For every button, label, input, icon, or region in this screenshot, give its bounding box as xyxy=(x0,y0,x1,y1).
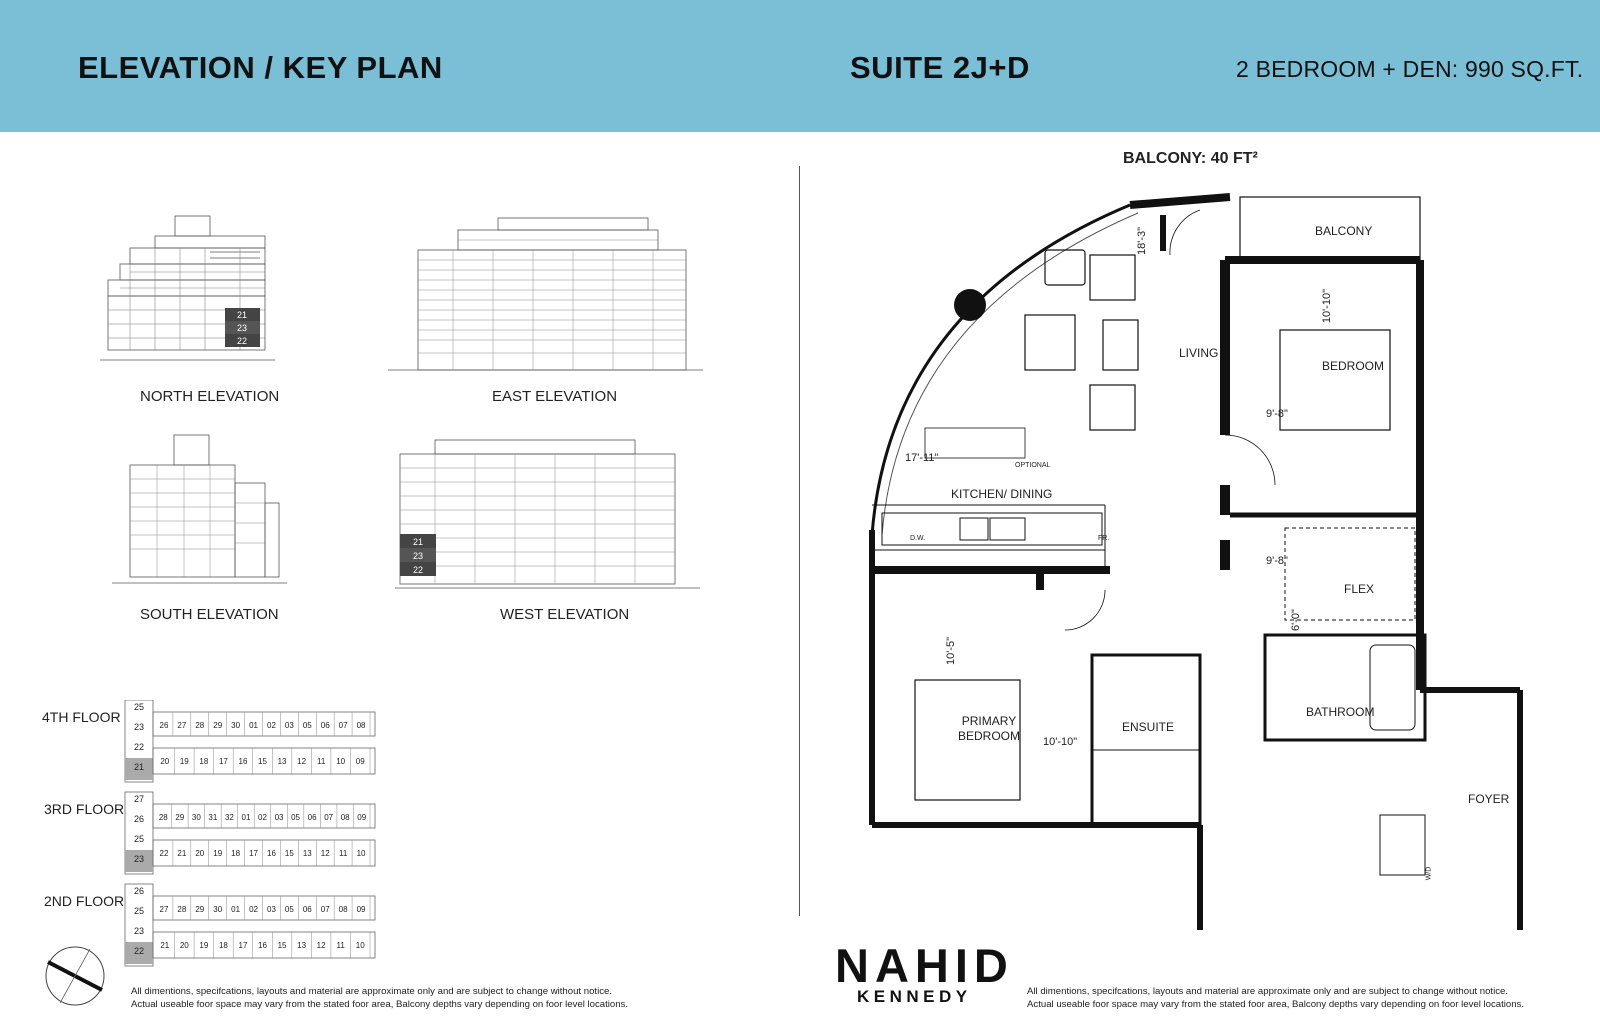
appliance-fridge: FR. xyxy=(1098,535,1110,542)
dim-primary-h: 10'-5" xyxy=(945,636,958,666)
key-plan-unit-label: 21 xyxy=(160,941,170,950)
compass-icon xyxy=(44,945,106,1007)
north-tag-21: 21 xyxy=(236,310,248,320)
key-plan-unit-label: 22 xyxy=(159,849,169,858)
key-plan-unit-label: 17 xyxy=(249,849,258,858)
floor-label-2nd: 2ND FLOOR xyxy=(44,893,125,909)
key-plan-floor-2 xyxy=(125,884,375,966)
room-kitchen-dining-label: KITCHEN/ DINING xyxy=(951,487,1053,501)
north-elevation-drawing xyxy=(100,210,275,370)
key-plan-unit-label: 27 xyxy=(133,794,145,804)
room-primary-bedroom-label xyxy=(958,714,1020,744)
dim-bedroom-h: 10'-10" xyxy=(1321,288,1334,324)
key-plan-unit-label: 08 xyxy=(338,905,348,914)
key-plan-unit-label: 30 xyxy=(231,721,241,730)
key-plan-unit-label: 06 xyxy=(302,905,312,914)
key-plan-unit-label: 20 xyxy=(179,941,189,950)
key-plan-unit-label: 01 xyxy=(249,721,258,730)
key-plan-unit-label: 06 xyxy=(320,721,330,730)
key-plan-unit-label: 30 xyxy=(213,905,223,914)
key-plan-unit-label: 01 xyxy=(241,813,251,822)
dim-living: 18'-3" xyxy=(1136,226,1149,256)
key-plan-unit-label: 28 xyxy=(158,813,168,822)
key-plan-unit-label: 29 xyxy=(175,813,185,822)
key-plan-unit-label: 27 xyxy=(159,905,169,914)
key-plan-unit-label: 20 xyxy=(160,757,170,766)
key-plan-unit-label: 07 xyxy=(324,813,334,822)
key-plan-unit-label: 23 xyxy=(133,854,145,864)
room-bathroom-label: BATHROOM xyxy=(1306,705,1375,719)
key-plan-unit-label: 23 xyxy=(133,722,145,732)
key-plan-unit-label: 25 xyxy=(133,702,145,712)
key-plan-unit-label: 06 xyxy=(307,813,317,822)
key-plan-unit-label: 15 xyxy=(258,757,267,766)
key-plan-unit-label: 20 xyxy=(195,849,205,858)
dim-primary-w: 10'-10" xyxy=(1043,736,1078,748)
key-plan-unit-label: 19 xyxy=(179,757,189,766)
south-elevation-drawing xyxy=(112,433,287,591)
key-plan-unit-label: 15 xyxy=(284,849,294,858)
appliance-washer-dryer: W/D xyxy=(1425,866,1433,881)
suite-title: SUITE 2J+D xyxy=(850,50,1030,85)
north-elevation-label: NORTH ELEVATION xyxy=(140,388,280,405)
key-plan-unit-label: 19 xyxy=(199,941,209,950)
floor-label-3rd: 3RD FLOOR xyxy=(44,801,125,817)
room-foyer-label: FOYER xyxy=(1468,792,1510,806)
key-plan-unit-label: 21 xyxy=(177,849,187,858)
key-plan-unit-label: 05 xyxy=(302,721,312,730)
key-plan-unit-label: 12 xyxy=(316,941,326,950)
left-disclaimer-line1: All dimentions, specifcations, layouts and material are approximate only and are subject to change without notice. xyxy=(131,986,613,997)
key-plan-unit-label: 03 xyxy=(267,905,276,914)
key-plan-unit-label: 26 xyxy=(133,814,145,824)
west-tag-22: 22 xyxy=(412,565,424,575)
key-plan-unit-label: 12 xyxy=(297,757,307,766)
key-plan-unit-label: 21 xyxy=(133,762,145,772)
south-elevation-label: SOUTH ELEVATION xyxy=(140,606,279,623)
key-plan-unit-label: 18 xyxy=(218,941,228,950)
key-plan-unit-label: 10 xyxy=(336,757,346,766)
brand-logo-name: NAHID xyxy=(835,939,1014,992)
key-plan-unit-label: 02 xyxy=(249,905,258,914)
key-plan-unit-label: 02 xyxy=(258,813,267,822)
key-plan-unit-label: 16 xyxy=(258,941,267,950)
key-plan-floor-0 xyxy=(125,700,375,782)
key-plan-unit-label: 13 xyxy=(297,941,307,950)
key-plan-unit-label: 25 xyxy=(133,906,145,916)
east-elevation-label: EAST ELEVATION xyxy=(492,388,618,405)
key-plan-unit-label: 11 xyxy=(338,849,348,858)
west-elevation-drawing xyxy=(395,438,700,598)
key-plan-unit-label: 01 xyxy=(231,905,241,914)
key-plan-unit-label: 17 xyxy=(238,941,248,950)
key-plan-unit-label: 25 xyxy=(133,834,145,844)
primary-bedroom-line1: PRIMARY xyxy=(961,714,1017,728)
north-tag-23: 23 xyxy=(236,323,248,333)
key-plan-unit-label: 09 xyxy=(357,813,367,822)
key-plan-unit-label: 05 xyxy=(284,905,294,914)
north-tag-22: 22 xyxy=(236,336,248,346)
key-plan-unit-label: 05 xyxy=(291,813,301,822)
key-plan-unit-label: 28 xyxy=(195,721,205,730)
floor-label-4th: 4TH FLOOR xyxy=(42,709,121,725)
key-plan-unit-label: 16 xyxy=(267,849,276,858)
key-plan-unit-label: 29 xyxy=(213,721,223,730)
key-plan-unit-label: 18 xyxy=(231,849,241,858)
right-disclaimer-line2: Actual useable foor space may vary from the stated foor area, Balcony depths vary depending on foor level locations. xyxy=(1027,999,1525,1010)
key-plan-unit-label: 28 xyxy=(177,905,187,914)
key-plan-unit-label: 10 xyxy=(356,849,366,858)
key-plan-unit-label: 26 xyxy=(159,721,169,730)
key-plan-unit-label: 29 xyxy=(195,905,205,914)
key-plan-unit-label: 26 xyxy=(133,886,145,896)
key-plan-unit-label: 31 xyxy=(208,813,218,822)
east-elevation-drawing xyxy=(388,215,703,375)
right-disclaimer xyxy=(1027,985,1524,1011)
dim-kitchen: 17'-11" xyxy=(905,452,939,464)
room-ensuite-label: ENSUITE xyxy=(1122,720,1175,734)
dim-bedroom-w: 9'-8" xyxy=(1266,408,1288,420)
key-plan-unit-label: 16 xyxy=(238,757,248,766)
suite-description: 2 BEDROOM + DEN: 990 SQ.FT. xyxy=(1236,56,1584,82)
west-tag-21: 21 xyxy=(412,537,424,547)
dim-flex-h: 6'-0" xyxy=(1289,609,1302,631)
room-balcony-label: BALCONY xyxy=(1315,224,1373,238)
key-plan-unit-label: 22 xyxy=(133,946,145,956)
key-plan-unit-label: 07 xyxy=(338,721,348,730)
key-plan-floor-1 xyxy=(125,792,375,874)
key-plan-diagrams xyxy=(120,700,390,980)
west-elevation-label: WEST ELEVATION xyxy=(500,606,630,623)
room-living-label: LIVING xyxy=(1179,346,1219,360)
key-plan-unit-label: 11 xyxy=(316,757,326,766)
key-plan-unit-label: 13 xyxy=(302,849,312,858)
key-plan-unit-label: 03 xyxy=(274,813,284,822)
appliance-dishwasher: D.W. xyxy=(910,535,926,542)
key-plan-unit-label: 23 xyxy=(133,926,145,936)
key-plan-unit-label: 09 xyxy=(356,905,366,914)
left-disclaimer-line2: Actual useable foor space may vary from the stated foor area, Balcony depths vary depending on foor level locations. xyxy=(131,999,629,1010)
key-plan-unit-label: 27 xyxy=(177,721,187,730)
optional-label: OPTIONAL xyxy=(1015,462,1051,469)
room-bedroom-label: BEDROOM xyxy=(1322,359,1385,373)
key-plan-unit-label: 03 xyxy=(284,721,294,730)
page-divider xyxy=(799,166,800,916)
key-plan-unit-label: 30 xyxy=(191,813,201,822)
balcony-area-heading: BALCONY: 40 FT² xyxy=(1123,150,1258,167)
right-disclaimer-line1: All dimentions, specifcations, layouts and material are approximate only and are subject to change without notice. xyxy=(1027,986,1509,997)
key-plan-unit-label: 15 xyxy=(277,941,287,950)
key-plan-unit-label: 32 xyxy=(224,813,234,822)
brand-logo-subtitle: KENNEDY xyxy=(857,987,972,1006)
west-tag-23: 23 xyxy=(412,551,424,561)
key-plan-unit-label: 18 xyxy=(199,757,209,766)
header-bar xyxy=(0,0,1600,132)
key-plan-unit-label: 17 xyxy=(218,757,228,766)
dim-flex-w: 9'-8" xyxy=(1266,555,1288,567)
left-disclaimer xyxy=(131,985,628,1011)
key-plan-unit-label: 02 xyxy=(267,721,276,730)
key-plan-unit-label: 08 xyxy=(340,813,350,822)
room-flex-label: FLEX xyxy=(1344,582,1375,596)
key-plan-unit-label: 07 xyxy=(320,905,330,914)
key-plan-unit-label: 19 xyxy=(213,849,223,858)
key-plan-unit-label: 13 xyxy=(277,757,287,766)
key-plan-unit-label: 08 xyxy=(356,721,366,730)
elevation-keyplan-title: ELEVATION / KEY PLAN xyxy=(78,50,443,85)
key-plan-unit-label: 09 xyxy=(355,757,365,766)
key-plan-unit-label: 10 xyxy=(355,941,365,950)
key-plan-unit-label: 12 xyxy=(320,849,330,858)
suite-floor-plan xyxy=(860,185,1560,930)
key-plan-unit-label: 22 xyxy=(133,742,145,752)
primary-bedroom-line2: BEDROOM xyxy=(958,729,1021,743)
key-plan-unit-label: 11 xyxy=(336,941,345,950)
